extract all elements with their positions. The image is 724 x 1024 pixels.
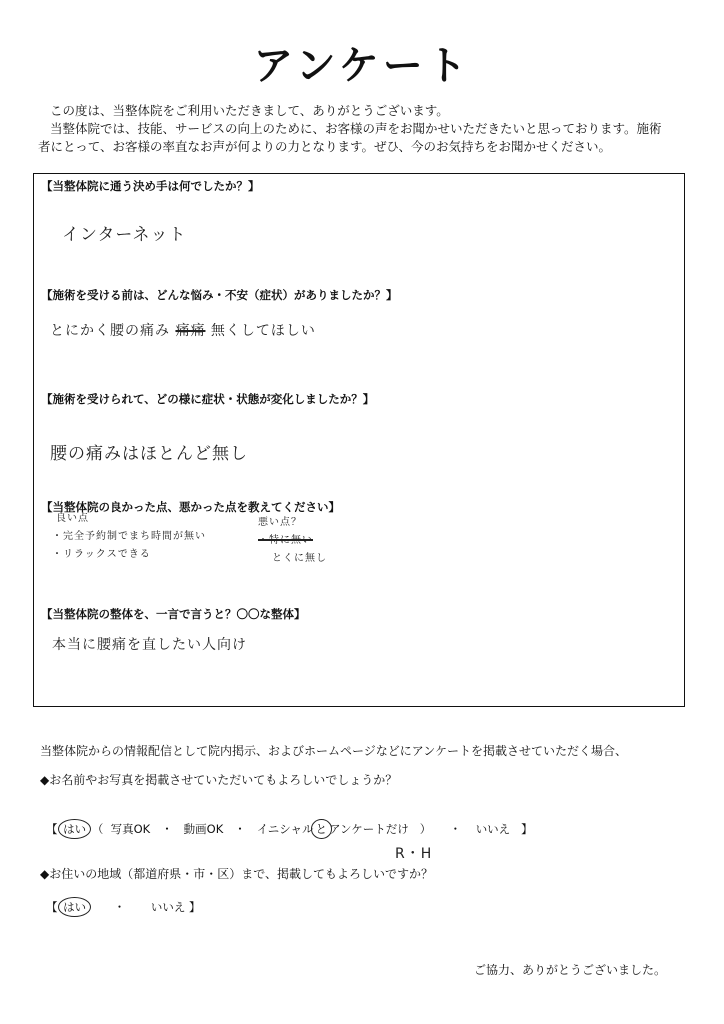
- answer-5: 本当に腰痛を直したい人向け: [52, 637, 247, 653]
- bracket-open: 【: [46, 900, 58, 914]
- option-yes-circled[interactable]: はい: [58, 897, 91, 917]
- paren-close: ）: [419, 822, 432, 836]
- option-initial[interactable]: イニシャル: [256, 822, 314, 836]
- option-no[interactable]: いいえ: [475, 822, 511, 836]
- bad-point-1: とくに無し: [272, 553, 327, 564]
- good-point-2: ・リラックスできる: [52, 549, 151, 560]
- option-survey-only[interactable]: アンケートだけ: [329, 822, 409, 836]
- page-title: アンケート: [253, 43, 471, 89]
- intro-text: [38, 102, 688, 156]
- option-photo-ok[interactable]: 写真OK: [110, 822, 151, 836]
- handwritten-initials: R・H: [395, 846, 433, 862]
- answer-2-struck: 痛痛: [175, 323, 206, 339]
- separator-dot: ・: [113, 900, 126, 914]
- separator-dot: ・: [234, 822, 246, 836]
- answer-3: 腰の痛みはほとんど無し: [50, 444, 248, 464]
- bracket-close: 】: [521, 822, 533, 836]
- publication-notice: 当整体院からの情報配信として院内掲示、およびホームページなどにアンケートを掲載させていただく場合、: [40, 744, 628, 758]
- answer-2: [50, 320, 316, 340]
- option-yes-circled[interactable]: はい: [58, 819, 91, 839]
- good-point-1: ・完全予約制でまち時間が無い: [52, 531, 206, 542]
- separator-dot: ・: [449, 822, 462, 836]
- consent-question-2: ◆お住いの地域（都道府県・市・区）まで、掲載してもよろしいですか？: [40, 867, 433, 881]
- question-1-label: 【当整体院に通う決め手は何でしたか？】: [41, 179, 260, 193]
- bracket-open: 【: [46, 822, 58, 836]
- consent-2-options: [46, 899, 201, 915]
- consent-question-1: ◆お名前やお写真を掲載させていただいてもよろしいでしょうか？: [40, 773, 398, 787]
- question-5-label: 【当整体院の整体を、一言で言うと？〇〇な整体】: [41, 607, 306, 621]
- intro-line-3: 者にとって、お客様の率直なお声が何よりの力となります。ぜひ、今のお気持ちをお聞かせください。: [38, 139, 612, 154]
- question-2-label: 【施術を受ける前は、どんな悩み・不安（症状）がありましたか？】: [41, 288, 398, 302]
- bad-points-title: 悪い点？: [258, 517, 302, 528]
- thanks-text: ご協力、ありがとうございました。: [474, 963, 667, 977]
- paren-open: （: [91, 822, 104, 836]
- good-points-title: 良い点: [56, 513, 89, 524]
- option-video-ok[interactable]: 動画OK: [183, 822, 224, 836]
- answer-1: インターネット: [62, 225, 187, 245]
- intro-line-1: この度は、当整体院をご利用いただきまして、ありがとうございます。: [50, 103, 449, 118]
- question-3-label: 【施術を受けられて、どの様に症状・状態が変化しましたか？】: [41, 392, 375, 406]
- bracket-close: 】: [189, 900, 201, 914]
- answer-2-part-a: とにかく腰の痛み: [50, 323, 170, 339]
- consent-1-options: [46, 821, 533, 837]
- intro-line-2: 当整体院では、技能、サービスの向上のために、お客様の声をお聞かせいただきたいと思っております。施術: [50, 121, 662, 136]
- option-to-circled: と: [311, 819, 333, 839]
- answer-2-part-b: 無くしてほしい: [210, 323, 316, 339]
- question-4-label: 【当整体院の良かった点、悪かった点を教えてください】: [41, 500, 340, 514]
- option-no[interactable]: いいえ: [150, 900, 186, 914]
- separator-dot: ・: [161, 822, 173, 836]
- bad-point-struck: ・特に無い: [258, 535, 313, 546]
